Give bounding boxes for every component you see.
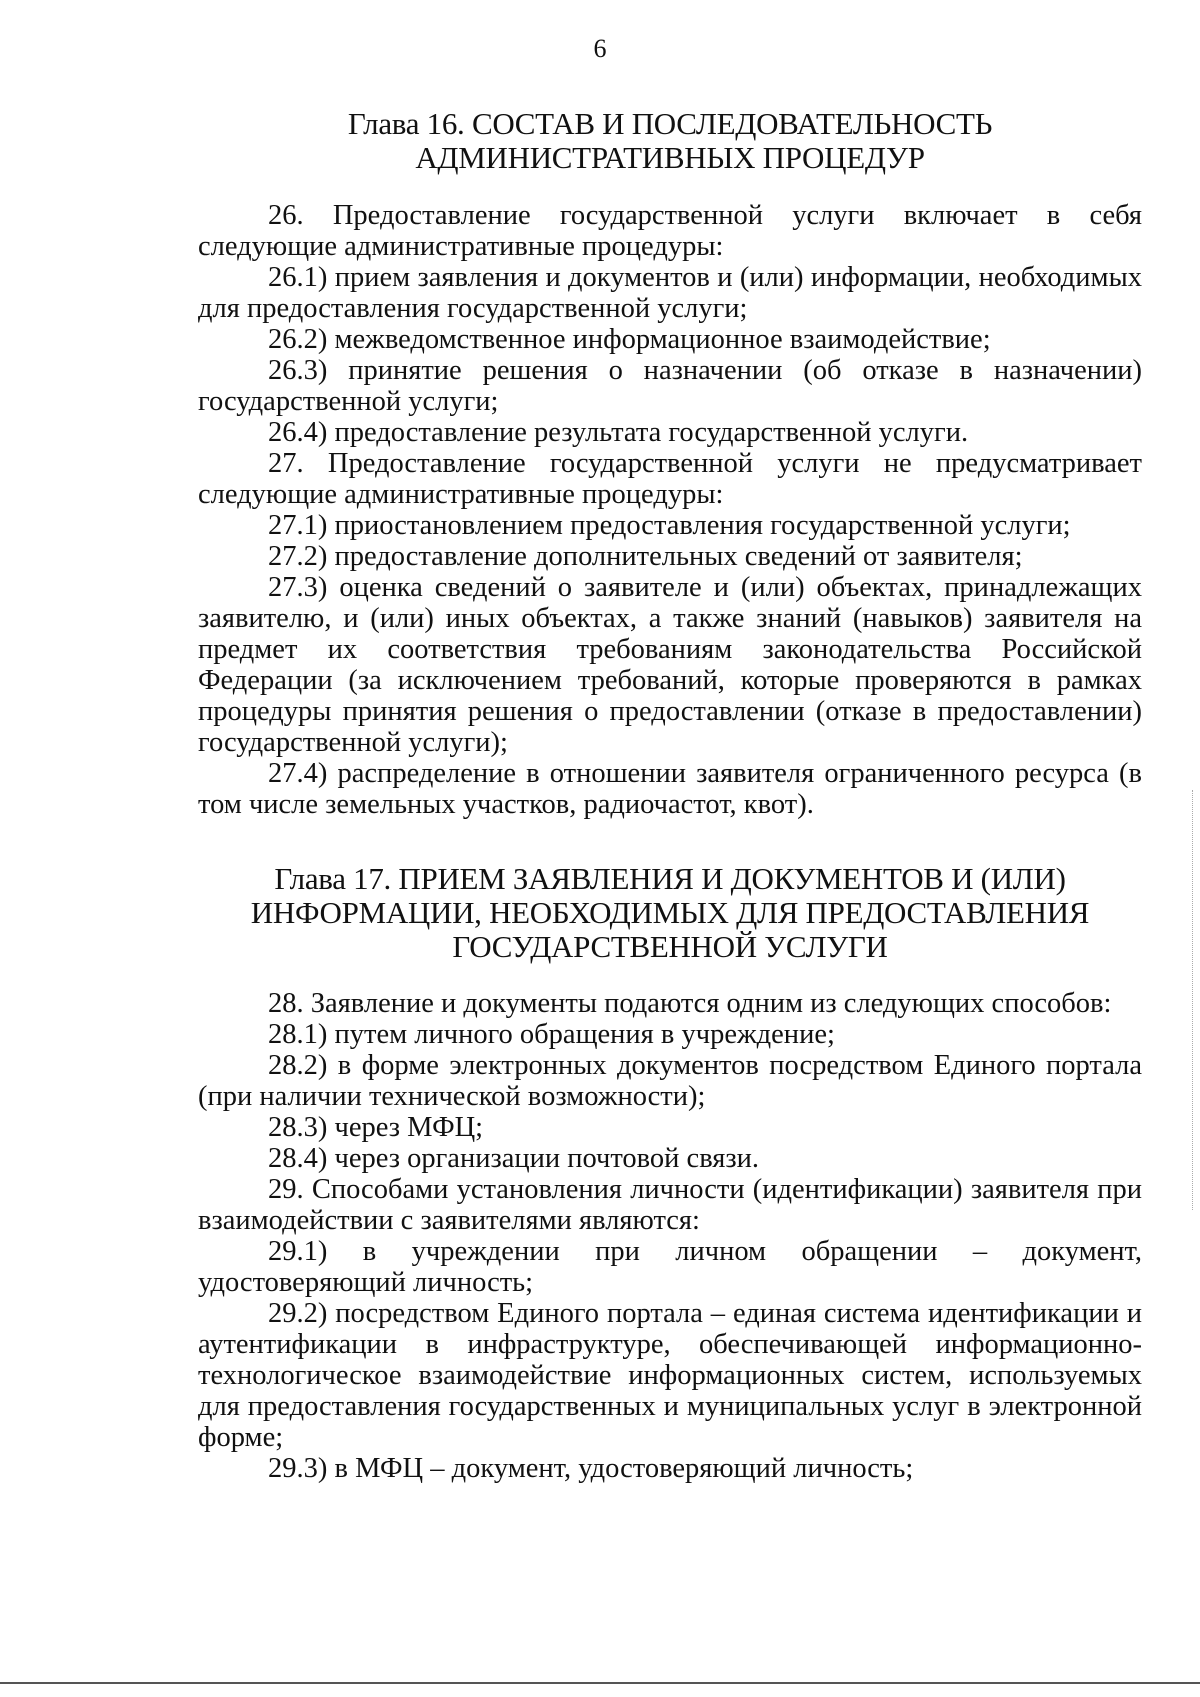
paragraph-29 bbox=[198, 1174, 1142, 1236]
paragraph-26-3 bbox=[198, 355, 1142, 417]
paragraph-line: 27.2) предоставление дополнительных сведений от заявителя; bbox=[268, 541, 1023, 572]
paragraph-line: 26.1) прием заявления и документов и (или) информации, необходимых bbox=[268, 262, 1142, 293]
paragraph-line: 29.2) посредством Единого портала – единая система идентификации и bbox=[268, 1298, 1142, 1329]
chapter-17-title-line-3: ГОСУДАРСТВЕННОЙ УСЛУГИ bbox=[452, 929, 888, 964]
paragraph-line: 26.4) предоставление результата государственной услуги. bbox=[268, 417, 969, 448]
paragraph-line: предмет их соответствия требованиям законодательства Российской bbox=[198, 634, 1142, 665]
paragraph-line: заявителю, и (или) иных объектах, а также знаний (навыков) заявителя на bbox=[198, 603, 1142, 634]
paragraph-line: 27. Предоставление государственной услуги не предусматривает bbox=[268, 448, 1142, 479]
paragraph-27-2 bbox=[198, 541, 1142, 572]
paragraph-line: 26.2) межведомственное информационное взаимодействие; bbox=[268, 324, 991, 355]
chapter-17-heading bbox=[200, 862, 1140, 964]
paragraph-line: 28. Заявление и документы подаются одним из следующих способов: bbox=[268, 988, 1112, 1019]
paragraph-line: следующие административные процедуры: bbox=[198, 231, 724, 262]
paragraph-26 bbox=[198, 200, 1142, 262]
paragraph-line: 26.3) принятие решения о назначении (об отказе в назначении) bbox=[268, 355, 1142, 386]
page-bottom-edge bbox=[0, 1682, 1200, 1684]
paragraph-28-4 bbox=[198, 1143, 1142, 1174]
paragraph-line: процедуры принятия решения о предоставлении (отказе в предоставлении) bbox=[198, 696, 1142, 727]
paragraph-line: 28.3) через МФЦ; bbox=[268, 1112, 484, 1143]
paragraph-line: 28.4) через организации почтовой связи. bbox=[268, 1143, 760, 1174]
paragraph-line: технологическое взаимодействие информационных систем, используемых bbox=[198, 1360, 1142, 1391]
chapter-17-title-line-1: Глава 17. ПРИЕМ ЗАЯВЛЕНИЯ И ДОКУМЕНТОВ И (ИЛИ) bbox=[274, 861, 1066, 896]
paragraph-line: государственной услуги; bbox=[198, 386, 499, 417]
paragraph-line: 26. Предоставление государственной услуги включает в себя bbox=[268, 200, 1142, 231]
paragraph-line: для предоставления государственных и муниципальных услуг в электронной bbox=[198, 1391, 1142, 1422]
paragraph-28 bbox=[198, 988, 1142, 1019]
paragraph-27 bbox=[198, 448, 1142, 510]
paragraph-26-2 bbox=[198, 324, 1142, 355]
paragraph-line: следующие административные процедуры: bbox=[198, 479, 724, 510]
paragraph-line: 28.1) путем личного обращения в учреждение; bbox=[268, 1019, 835, 1050]
chapter-16-heading bbox=[200, 107, 1140, 175]
paragraph-29-3 bbox=[198, 1453, 1142, 1484]
paragraph-26-1 bbox=[198, 262, 1142, 324]
paragraph-line: удостоверяющий личность; bbox=[198, 1267, 534, 1298]
paragraph-line: 28.2) в форме электронных документов посредством Единого портала bbox=[268, 1050, 1142, 1081]
paragraph-29-1 bbox=[198, 1236, 1142, 1298]
paragraph-line: 27.3) оценка сведений о заявителе и (или) объектах, принадлежащих bbox=[268, 572, 1142, 603]
paragraph-27-3 bbox=[198, 572, 1142, 758]
page-number: 6 bbox=[593, 34, 607, 63]
paragraph-26-4 bbox=[198, 417, 1142, 448]
paragraph-line: 29.3) в МФЦ – документ, удостоверяющий личность; bbox=[268, 1453, 914, 1484]
chapter-17-title-line-2: ИНФОРМАЦИИ, НЕОБХОДИМЫХ ДЛЯ ПРЕДОСТАВЛЕНИЯ bbox=[250, 895, 1090, 930]
chapter-16-title-line-2: АДМИНИСТРАТИВНЫХ ПРОЦЕДУР bbox=[415, 140, 925, 175]
paragraph-line: 27.4) распределение в отношении заявителя ограниченного ресурса (в bbox=[268, 758, 1142, 789]
chapter-16-title-line-1: Глава 16. СОСТАВ И ПОСЛЕДОВАТЕЛЬНОСТЬ bbox=[347, 106, 993, 141]
paragraph-28-3 bbox=[198, 1112, 1142, 1143]
paragraph-line: (при наличии технической возможности); bbox=[198, 1081, 706, 1112]
paragraph-line: взаимодействии с заявителями являются: bbox=[198, 1205, 700, 1236]
paragraph-line: Федерации (за исключением требований, которые проверяются в рамках bbox=[198, 665, 1142, 696]
paragraph-line: 29. Способами установления личности (идентификации) заявителя при bbox=[268, 1174, 1142, 1205]
paragraph-29-2 bbox=[198, 1298, 1142, 1453]
paragraph-line: 27.1) приостановлением предоставления государственной услуги; bbox=[268, 510, 1071, 541]
scan-margin-mark bbox=[1192, 790, 1194, 1210]
paragraph-28-1 bbox=[198, 1019, 1142, 1050]
paragraph-27-4 bbox=[198, 758, 1142, 820]
paragraph-line: аутентификации в инфраструктуре, обеспечивающей информационно- bbox=[198, 1329, 1142, 1360]
paragraph-28-2 bbox=[198, 1050, 1142, 1112]
paragraph-line: 29.1) в учреждении при личном обращении – документ, bbox=[268, 1236, 1142, 1267]
paragraph-line: форме; bbox=[198, 1422, 284, 1453]
paragraph-line: том числе земельных участков, радиочастот, квот). bbox=[198, 789, 814, 820]
paragraph-27-1 bbox=[198, 510, 1142, 541]
paragraph-line: для предоставления государственной услуги; bbox=[198, 293, 748, 324]
paragraph-line: государственной услуги); bbox=[198, 727, 508, 758]
